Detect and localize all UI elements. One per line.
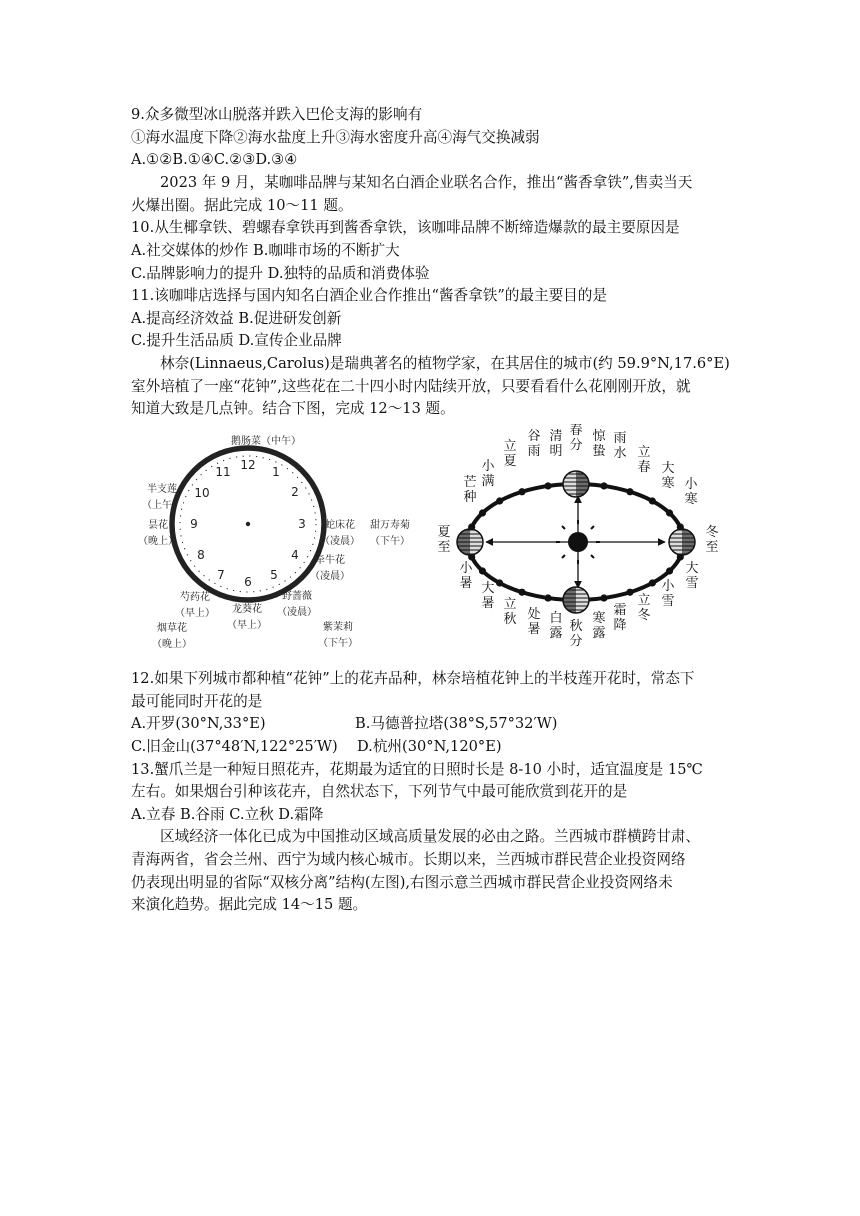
- solar-term-label: 小满: [481, 459, 495, 489]
- orbit-term-dot: [600, 482, 607, 489]
- solar-term-label: 惊蛰: [592, 429, 606, 459]
- question-10-options-ab: A.社交媒体的炒作 B.咖啡市场的不断扩大: [131, 242, 400, 259]
- solar-term-label: 大暑: [481, 581, 495, 611]
- label-tanhua-time: （晚上）: [138, 536, 178, 547]
- solar-term-label: 白露: [549, 611, 563, 641]
- orbit-term-dot: [626, 488, 633, 495]
- label-yancaohua: 烟草花: [157, 623, 187, 634]
- label-qianniuhua: 牵牛花: [315, 555, 345, 566]
- orbit-term-dot: [649, 497, 656, 504]
- clock-number-4: 4: [291, 548, 299, 562]
- orbit-term-dot: [479, 567, 486, 574]
- orbit-term-dot: [666, 509, 673, 516]
- question-12-line1: 12.如果下列城市都种植“花钟”上的花卉品种，林奈培植花钟上的半枝莲开花时，常态下: [131, 670, 695, 687]
- label-shaoyaohua: 芍药花: [180, 592, 210, 603]
- clock-number-5: 5: [270, 568, 278, 582]
- label-yeqiangwei: 野蔷薇: [282, 591, 312, 602]
- solar-term-label: 大雪: [685, 561, 699, 591]
- question-9: 9.众多微型冰山脱落并跌入巴伦支海的影响有: [131, 106, 423, 123]
- question-13-line1: 13.蟹爪兰是一种短日照花卉，花期最为适宜的日照时长是 8-10 小时，适宜温度是 15℃: [131, 761, 703, 778]
- label-tianwanshouju-time: （下午）: [370, 536, 410, 547]
- solar-term-label: 立春: [637, 445, 651, 475]
- orbit-term-dot: [666, 567, 673, 574]
- passage-linnaeus-2: 室外培植了一座“花钟”,这些花在二十四小时内陆续开放，只要看看什么花刚刚开放，就: [131, 378, 691, 395]
- earth-autumn-equinox-icon: [563, 587, 589, 613]
- question-12-line2: 最可能同时开花的是: [131, 693, 263, 710]
- label-qianniuhua-time: （凌晨）: [310, 571, 350, 582]
- label-shaoyaohua-time: （早上）: [175, 608, 215, 619]
- question-12-option-b: B.马德普拉塔(38°S,57°32′W): [355, 715, 558, 732]
- clock-number-6: 6: [244, 575, 252, 589]
- solar-term-label: 小雪: [661, 579, 675, 609]
- clock-number-7: 7: [217, 568, 225, 582]
- label-longkuihua: 龙葵花: [232, 604, 262, 615]
- orbit-term-dot: [496, 579, 503, 586]
- clock-number-10: 10: [194, 486, 210, 500]
- label-yeqiangwei-time: （凌晨）: [277, 607, 317, 618]
- label-longkuihua-time: （早上）: [227, 620, 267, 631]
- clock-number-12: 12: [240, 458, 256, 472]
- orbit-term-dot: [626, 589, 633, 596]
- earth-spring-equinox-icon: [563, 471, 589, 497]
- solar-term-label: 大寒: [661, 461, 675, 491]
- flower-clock-figure: [138, 428, 451, 653]
- question-12-option-d: D.杭州(30°N,120°E): [357, 738, 502, 755]
- solar-term-label: 春分: [569, 424, 583, 453]
- solar-term-label: 立秋: [503, 597, 517, 627]
- label-zimoli-time: （下午）: [318, 638, 358, 649]
- question-13-line2: 左右。如果烟台引种该花卉，自然状态下，下列节气中最可能欣赏到花开的是: [131, 783, 628, 800]
- solar-term-label: 雨水: [613, 431, 627, 461]
- clock-number-9: 9: [190, 517, 198, 531]
- orbit-term-dot: [479, 509, 486, 516]
- solar-term-label-summer-solstice: 夏至: [437, 525, 451, 555]
- question-11: 11.该咖啡店选择与国内知名白酒企业合作推出“酱香拿铁”的最主要目的是: [131, 287, 607, 304]
- passage-lanxi-4: 来演化趋势。据此完成 14～15 题。: [131, 896, 368, 913]
- question-13-options: A.立春 B.谷雨 C.立秋 D.霜降: [131, 806, 324, 823]
- orbit-term-dot: [496, 497, 503, 504]
- earth-summer-solstice-icon: [457, 529, 483, 555]
- solar-term-label: 清明: [549, 429, 563, 459]
- question-12-option-a: A.开罗(30°N,33°E): [131, 715, 266, 732]
- solar-term-label: 谷雨: [527, 429, 541, 459]
- label-shechuanghua-time: （凌晨）: [320, 536, 360, 547]
- label-tianwanshouju: 甜万寿菊: [370, 520, 410, 531]
- orbit-term-dot: [649, 579, 656, 586]
- passage-lanxi-1: 区域经济一体化已成为中国推动区域高质量发展的必由之路。兰西城市群横跨甘肃、: [160, 828, 700, 845]
- solar-term-label: 小暑: [459, 561, 473, 591]
- orbit-term-dot: [544, 594, 551, 601]
- label-echangcai: 鹅肠菜（中午）: [231, 436, 301, 447]
- label-tanhua: 昙花: [148, 520, 168, 531]
- clock-number-1: 1: [272, 465, 280, 479]
- passage-lanxi-2: 青海两省，省会兰州、西宁为域内核心城市。长期以来，兰西城市群民营企业投资网络: [131, 851, 686, 868]
- question-11-options-ab: A.提高经济效益 B.促进研发创新: [131, 310, 342, 327]
- clock-number-3: 3: [298, 517, 306, 531]
- orbit-term-dot: [544, 482, 551, 489]
- clock-number-8: 8: [197, 548, 205, 562]
- passage-linnaeus-1: 林奈(Linnaeus,Carolus)是瑞典著名的植物学家，在其居住的城市(约 59.9°N,17.6°E): [160, 355, 730, 372]
- orbit-term-dot: [518, 589, 525, 596]
- orbit-term-dot: [518, 488, 525, 495]
- passage-coffee-1: 2023 年 9 月，某咖啡品牌与某知名白酒企业联名合作，推出“酱香拿铁”,售卖当天: [160, 174, 693, 191]
- solar-term-label: 小寒: [684, 477, 698, 507]
- solar-term-label: 处暑: [527, 607, 541, 637]
- passage-lanxi-3: 仍表现出明显的省际“双核分离”结构(左图),右图示意兰西城市群民营企业投资网络未: [131, 874, 673, 891]
- clock-number-2: 2: [291, 485, 299, 499]
- solar-terms-orbit-figure: [430, 424, 730, 650]
- solar-term-label-winter-solstice: 冬至: [705, 525, 719, 555]
- solar-term-label: 立夏: [503, 439, 517, 469]
- clock-number-11: 11: [215, 465, 231, 479]
- earth-winter-solstice-icon: [669, 529, 695, 555]
- solar-term-label: 霜降: [613, 603, 627, 633]
- label-banzhilian-time: （上午）: [142, 500, 182, 511]
- question-10: 10.从生椰拿铁、碧螺春拿铁再到酱香拿铁，该咖啡品牌不断缔造爆款的最主要原因是: [131, 219, 680, 236]
- label-banzhilian: 半支莲: [147, 484, 177, 495]
- solar-term-label: 芒种: [463, 475, 477, 505]
- passage-coffee-2: 火爆出圈。据此完成 10～11 题。: [131, 197, 353, 214]
- solar-term-label: 秋分: [569, 619, 583, 649]
- question-9-items: ①海水温度下降②海水盐度上升③海水密度升高④海气交换减弱: [131, 129, 540, 146]
- passage-linnaeus-3: 知道大致是几点钟。结合下图，完成 12～13 题。: [131, 400, 455, 417]
- question-10-options-cd: C.品牌影响力的提升 D.独特的品质和消费体验: [131, 265, 430, 282]
- question-9-options: A.①②B.①④C.②③D.③④: [131, 151, 298, 168]
- question-11-options-cd: C.提升生活品质 D.宣传企业品牌: [131, 332, 342, 349]
- clock-center-dot: [246, 522, 250, 526]
- label-shechuanghua: 蛇床花: [325, 520, 355, 531]
- solar-term-label: 寒露: [592, 611, 606, 641]
- label-yancaohua-time: （晚上）: [152, 639, 192, 650]
- question-12-option-c: C.旧金山(37°48′N,122°25′W): [131, 738, 338, 755]
- label-zimoli: 紫茉莉: [323, 622, 353, 633]
- solar-term-label: 立冬: [637, 593, 651, 623]
- orbit-term-dot: [600, 594, 607, 601]
